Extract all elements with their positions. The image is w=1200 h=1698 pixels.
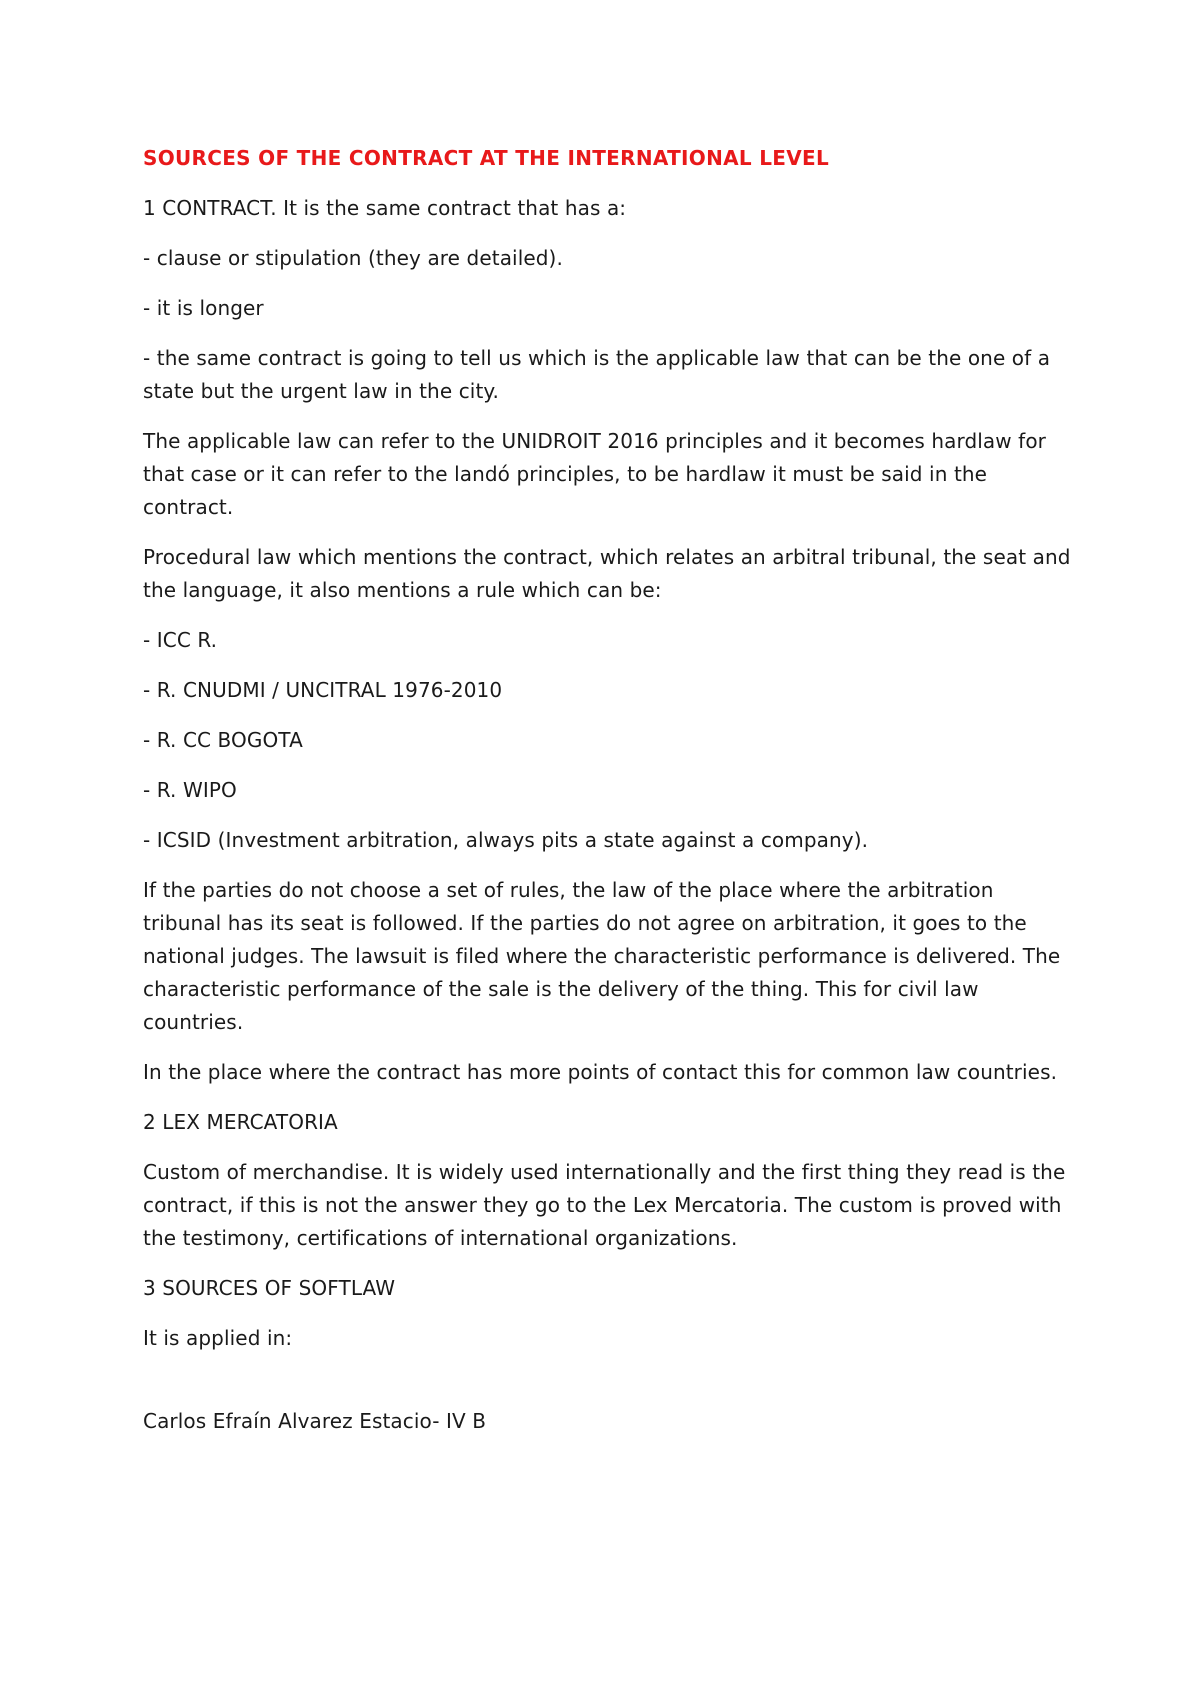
list-item-icc: - ICC R. [143, 628, 218, 652]
list-item-wipo: - R. WIPO [143, 778, 237, 802]
section-heading-lex-mercatoria: 2 LEX MERCATORIA [143, 1110, 338, 1134]
document-page [143, 142, 1073, 1455]
list-item-icsid: - ICSID (Investment arbitration, always pits a state against a company). [143, 828, 869, 852]
paragraph-rules-choice: If the parties do not choose a set of rules, the law of the place where the arbitration tribunal has its seat is followed. If the parties do not agree on arbitration, it goes to the national judges. The lawsuit is filed where the characteristic performance is delivered. The characteristic performance of the sale is the delivery of the thing. This for civil law countries. [143, 878, 1061, 1034]
paragraph-common-law: In the place where the contract has more points of contact this for common law countries. [143, 1060, 1058, 1084]
list-item-clause: - clause or stipulation (they are detailed). [143, 246, 563, 270]
paragraph-custom: Custom of merchandise. It is widely used internationally and the first thing they read is the contract, if this is not the answer they go to the Lex Mercatoria. The custom is proved with the testimony, certifications of international organizations. [143, 1160, 1066, 1250]
document-title: SOURCES OF THE CONTRACT AT THE INTERNATIONAL LEVEL [143, 146, 829, 170]
paragraph-applied-in: It is applied in: [143, 1326, 293, 1350]
section-heading-softlaw: 3 SOURCES OF SOFTLAW [143, 1276, 396, 1300]
list-item-uncitral: - R. CNUDMI / UNCITRAL 1976-2010 [143, 678, 503, 702]
list-item-longer: - it is longer [143, 296, 264, 320]
author-line: Carlos Efraín Alvarez Estacio- IV B [143, 1409, 487, 1433]
spacer [143, 1372, 1073, 1405]
paragraph-contract-intro: 1 CONTRACT. It is the same contract that has a: [143, 196, 627, 220]
list-item-cc-bogota: - R. CC BOGOTA [143, 728, 303, 752]
list-item-applicable-law: - the same contract is going to tell us which is the applicable law that can be the one of a state but the urgent law in the city. [143, 346, 1051, 403]
paragraph-unidroit: The applicable law can refer to the UNIDROIT 2016 principles and it becomes hardlaw for that case or it can refer to the landó principles, to be hardlaw it must be said in the contract. [143, 429, 1046, 519]
paragraph-procedural-law: Procedural law which mentions the contract, which relates an arbitral tribunal, the seat and the language, it also mentions a rule which can be: [143, 545, 1071, 602]
